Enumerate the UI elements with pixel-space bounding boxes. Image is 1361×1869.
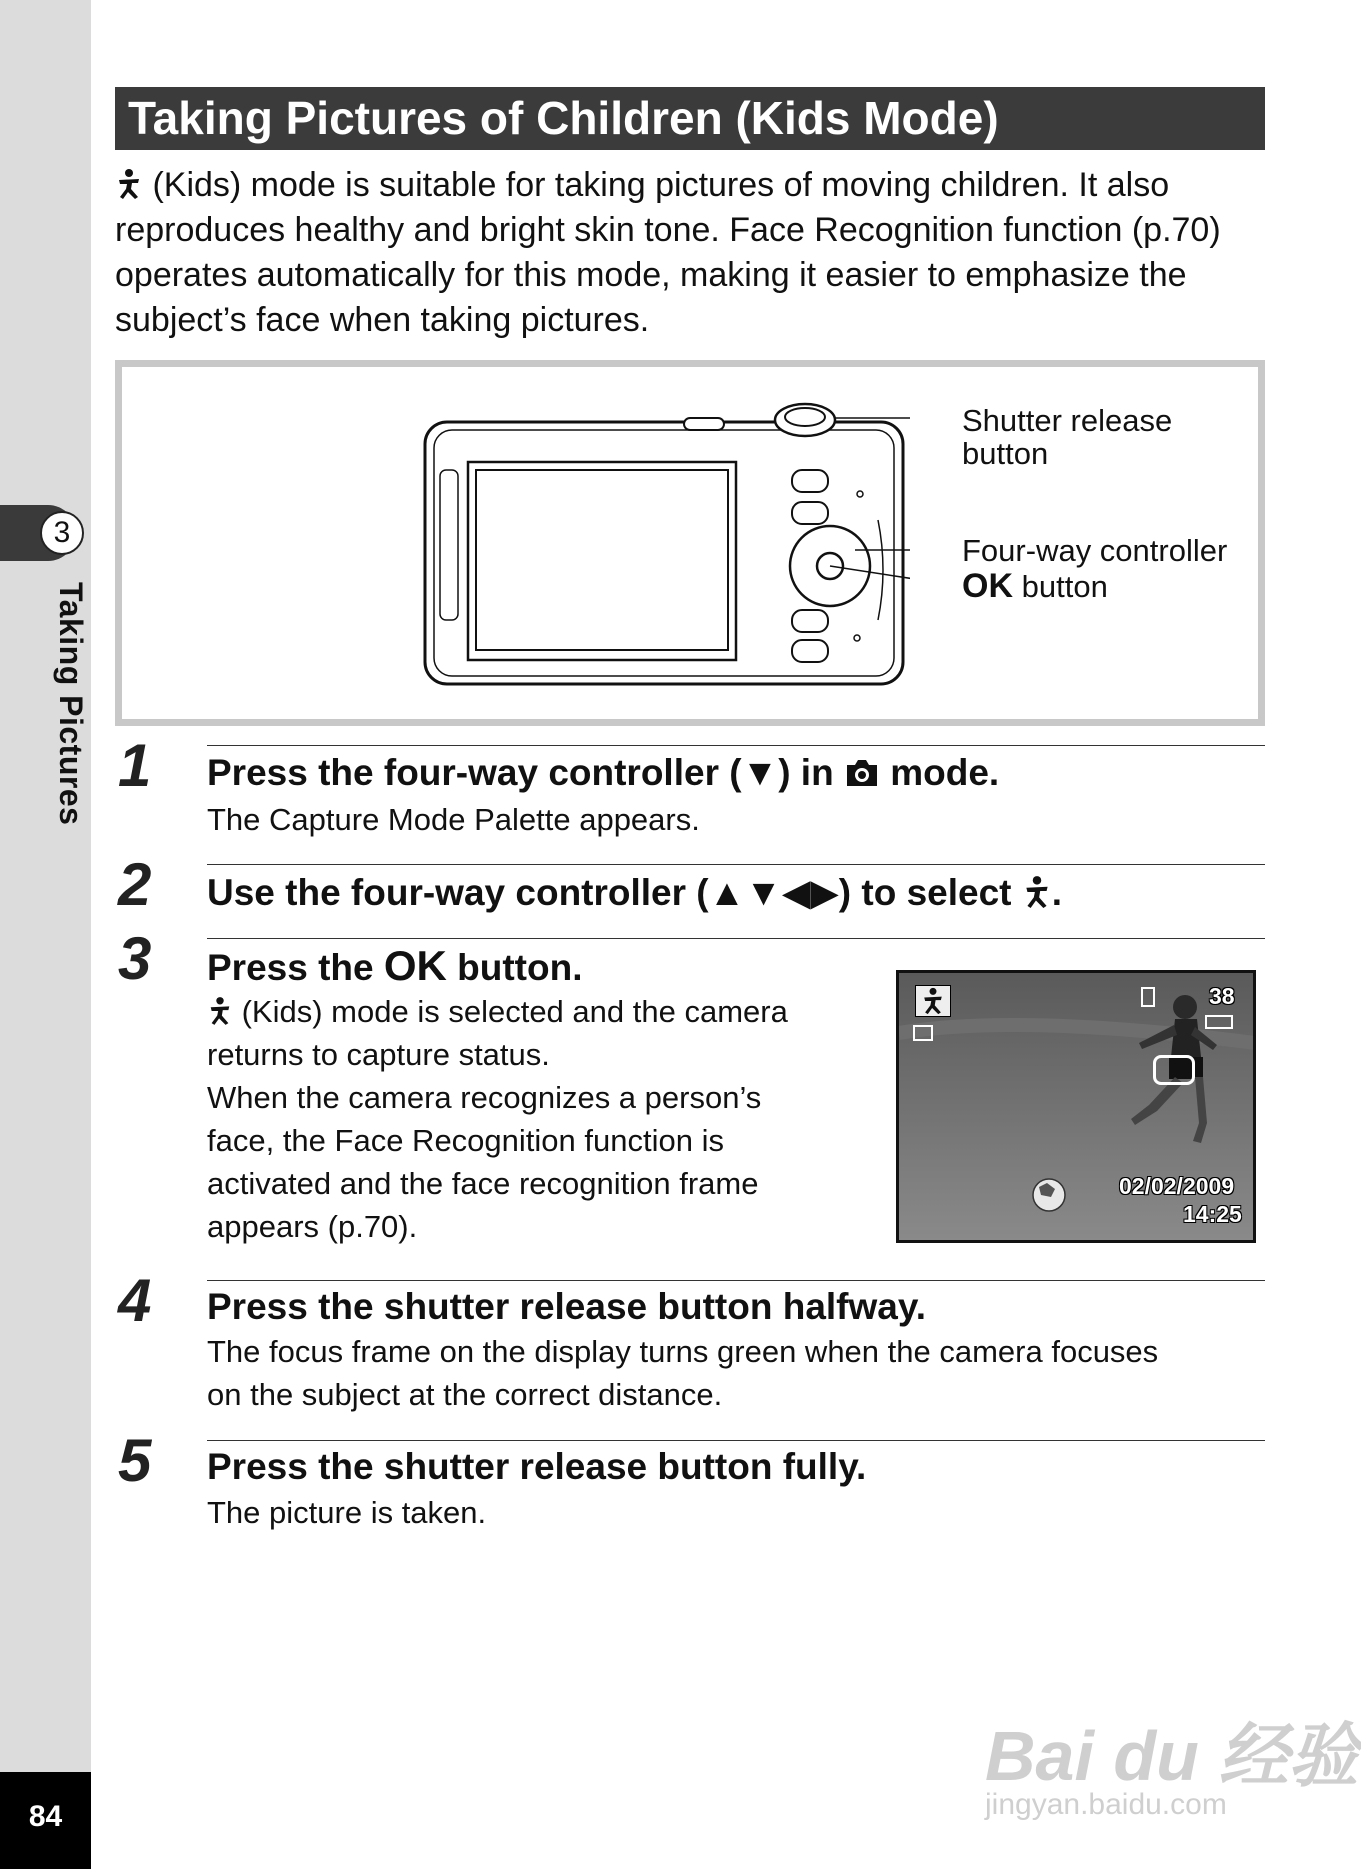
step-divider-3 [207, 938, 1265, 939]
step-title-4: Press the shutter release button halfway. [207, 1286, 926, 1327]
step-4-line-1: The focus frame on the display turns green when the camera focuses [207, 1334, 1159, 1369]
camera-mode-icon [844, 758, 880, 788]
step-desc-4 [207, 1330, 1267, 1416]
battery-icon [1205, 1015, 1233, 1029]
step-3-title-text: Press the [207, 947, 384, 988]
watermark-main: Bai du 经验 [985, 1717, 1359, 1795]
step-title-5: Press the shutter release button fully. [207, 1446, 867, 1487]
step-number-2: 2 [118, 851, 152, 918]
step-3-line-6: appears (p.70). [207, 1209, 418, 1244]
callout-ok-button [962, 567, 1108, 605]
callout-ok-text: button [1021, 569, 1108, 604]
page-title: Taking Pictures of Children (Kids Mode) [128, 92, 999, 144]
step-title-3 [207, 942, 582, 990]
step-3-line-5: activated and the face recognition frame [207, 1166, 759, 1201]
focus-frame [1153, 1055, 1195, 1085]
step-4-line-2: on the subject at the correct distance. [207, 1377, 723, 1412]
lcd-screen-image [896, 970, 1256, 1243]
lcd-date: 02/02/2009 [1119, 1173, 1235, 1199]
step-desc-5: The picture is taken. [207, 1495, 487, 1530]
shots-remaining: 38 [1209, 983, 1235, 1009]
step-3-line-2: returns to capture status. [207, 1037, 550, 1072]
step-desc-1: The Capture Mode Palette appears. [207, 802, 700, 837]
step-3-line-4: face, the Face Recognition function is [207, 1123, 724, 1158]
step-divider-5 [207, 1440, 1265, 1441]
step-number-4: 4 [118, 1267, 152, 1334]
step-number-3: 3 [118, 925, 152, 992]
kids-mode-icon [115, 168, 143, 200]
kids-mode-icon [207, 996, 233, 1026]
step-3-line-1-text: (Kids) mode is selected and the camera [233, 994, 788, 1029]
page-number: 84 [28, 1800, 63, 1833]
callout-shutter-line1: Shutter release [962, 403, 1173, 438]
watermark-sub: jingyan.baidu.com [985, 1788, 1227, 1821]
kids-mode-indicator [915, 985, 951, 1017]
step-divider-2 [207, 864, 1265, 865]
intro-text: (Kids) mode is suitable for taking pictures of moving children. It also reproduces healthy and bright skin tone. Face Recognition function (p.70) operates automatically for this mode, making it easier to emphasize the subject’s face when taking pictures. [115, 166, 1221, 339]
lcd-time: 14:25 [1183, 1201, 1242, 1227]
sidebar [0, 0, 91, 1869]
step-1-title-end: mode. [879, 752, 1000, 793]
step-2-title-text: Use the four-way controller (▲▼◀▶) to select [207, 872, 1022, 913]
face-recognition-icon [913, 1025, 933, 1041]
chapter-title: Taking Pictures [53, 582, 89, 826]
intro-paragraph [115, 163, 1265, 343]
callout-four-way-controller: Four-way controller [962, 533, 1228, 568]
chapter-number: 3 [40, 511, 84, 555]
step-1-title-text: Press the four-way controller (▼) in [207, 752, 844, 793]
kids-mode-icon [918, 987, 948, 1015]
ok-mark: OK [383, 942, 447, 989]
memory-card-icon [1141, 987, 1155, 1007]
kids-mode-icon [1022, 875, 1052, 909]
step-3-line-3: When the camera recognizes a person’s [207, 1080, 762, 1115]
ok-mark: OK [962, 567, 1013, 605]
step-2-title-end: . [1051, 872, 1063, 913]
step-number-1: 1 [118, 732, 152, 799]
step-divider-4 [207, 1280, 1265, 1281]
step-3-title-end: button. [446, 947, 583, 988]
callout-shutter-line2: button [962, 436, 1049, 471]
callout-shutter-release [962, 404, 1172, 470]
step-title-2 [207, 871, 1062, 914]
step-number-5: 5 [118, 1427, 152, 1494]
camera-back-illustration [420, 400, 910, 700]
step-desc-3 [207, 990, 867, 1248]
step-divider-1 [207, 745, 1265, 746]
step-title-1 [207, 752, 999, 794]
step-3-line-1 [207, 990, 867, 1033]
